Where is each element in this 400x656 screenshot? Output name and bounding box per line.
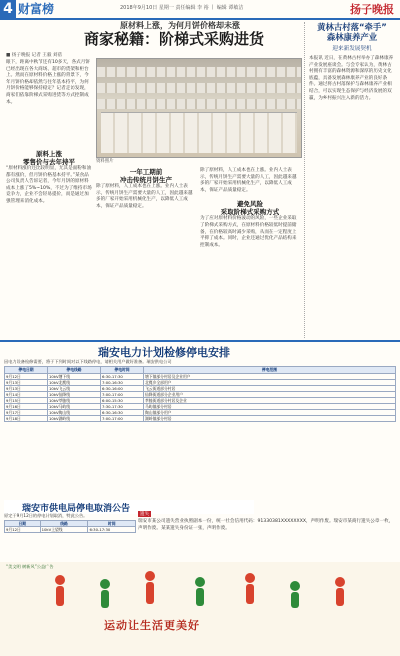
- cell: 6:30-17:30: [88, 527, 136, 533]
- outage-title: 瑞安电力计划检修停电安排: [98, 346, 230, 359]
- cell: 7:00-16:30: [101, 380, 144, 386]
- lost-notices: [138, 500, 396, 560]
- cell: 9月14日: [5, 392, 48, 398]
- masthead: [0, 0, 400, 20]
- sidebar-article: [304, 22, 399, 338]
- mooncake-photo: [96, 58, 302, 158]
- cell: 北麂乡全部用户: [144, 380, 396, 386]
- outage-header-line: 停电线路: [48, 367, 101, 374]
- cell: 7:30-17:30: [101, 404, 144, 410]
- outage-banner: [0, 340, 400, 360]
- cell: 6:30-16:00: [101, 386, 144, 392]
- cell: 10kV马屿线: [48, 404, 101, 410]
- cell: 仙降街道部分企业用户: [144, 392, 396, 398]
- cancel-table: [4, 520, 136, 533]
- cell: 9月17日: [5, 410, 48, 416]
- feature-kicker: 原材料上涨，为何月饼价格却未涨: [120, 21, 240, 30]
- subhead-1: 原料上涨 零售价与去年持平: [23, 150, 75, 166]
- feature-col3: 为了应对原材料价格波动的风险，一些企业采取了阶梯式采购方式，在原材料价格较低时提前储备，在价格较高时减少采购，从而在一定程度上平抑了成本。同时，企业还通过优化产品结构来控制成本。: [200, 216, 297, 248]
- feature-col1: “原材料涨价还比较明显，尤其是面粉和油都有涨价，但月饼价格基本持平。”某食品公司负责人告诉记者，今年月饼的原材料成本上涨了5%~10%，不过为了维持市场竞争力，企业不会轻易提价，而是通过加强管理来消化成本。: [6, 166, 92, 204]
- cell: 10kV飞云线: [48, 386, 101, 392]
- cell: 马屿镇部分村居: [144, 404, 396, 410]
- sidebar-title-2: 森林康养产业: [326, 32, 378, 42]
- masthead-meta: 2018年9月10日 星期一 责任编辑 李 裕 丨 编辑 谭敏洁: [120, 5, 244, 11]
- section-title: 财富榜: [18, 2, 55, 16]
- table-row: [5, 527, 136, 533]
- runners-illustration: [0, 562, 400, 622]
- outage-header-date: 停电日期: [5, 367, 48, 374]
- cell: 塘下镇部分村居及企业用户: [144, 374, 396, 380]
- sidebar-body: 本报讯 近日，在黄林古村举办了森林康养产业发展座谈会。与会专家认为，黄林古村拥有丰富的森林资源和深厚的历史文化底蕴，具备发展森林康养产业的良好条件。通过将古村落保护与森林康养产业相结合，可以实现生态保护与经济发展的双赢，为乡村振兴注入新的活力。: [309, 56, 394, 101]
- feature-col2-cont: 除了原材料，人工成本也在上涨。业内人士表示，传统月饼生产需要大量的人工，因此越来越多的厂家开始采用机械化生产，以降低人工成本，保证产品质量稳定。: [200, 168, 297, 193]
- outage-notice: 因电力设备检修需要，将于下列时间对以下线路停电，请相关用户做好准备。瑞安供电公司: [4, 359, 172, 364]
- photo-caption: 资料照片: [96, 159, 114, 164]
- cell: 9月13日: [5, 380, 48, 386]
- cancel-header-date: 日期: [5, 521, 41, 527]
- cancel-notice: 原定于9月12日的停电计划取消，特此公告。: [4, 513, 88, 518]
- cell: 6:30-16:30: [101, 410, 144, 416]
- lost-header: 遗失: [140, 512, 150, 517]
- table-row: [5, 416, 396, 422]
- cell: 10kV仙降线: [48, 392, 101, 398]
- sidebar-title-1: 黄林古村落“牵手”: [317, 22, 387, 32]
- cancel-header-time: 时间: [88, 521, 136, 527]
- cell: 10kV湖岭线: [48, 416, 101, 422]
- cell: 6:00-15:30: [101, 398, 144, 404]
- cell: 7:00-17:00: [101, 416, 144, 422]
- cell: 10kV陶山线: [48, 410, 101, 416]
- cell: 9月12日: [5, 374, 48, 380]
- outage-table: [4, 366, 396, 422]
- public-service-ad: [0, 562, 400, 656]
- outage-header-range: 停电范围: [144, 367, 396, 374]
- cell: 7:00-17:00: [101, 392, 144, 398]
- outage-header-time: 停电时间: [101, 367, 144, 374]
- page-number: 4: [0, 0, 16, 18]
- ad-slogan: 运动让生活更美好: [104, 619, 200, 632]
- cancel-header-line: 线路: [40, 521, 88, 527]
- subhead-2: 一年工期前 冲击传统月饼生产: [120, 168, 172, 184]
- cell: 10kV北麂线: [48, 380, 101, 386]
- cell: 10kV塘下线: [48, 374, 101, 380]
- cell: 9月15日: [5, 398, 48, 404]
- newspaper-logo: 扬子晚报: [350, 3, 394, 16]
- cell: 9月12日: [5, 527, 41, 533]
- cell: 6:30-17:30: [101, 374, 144, 380]
- cancel-title: 瑞安市供电局停电取消公告: [22, 504, 131, 514]
- feature-intro: 眼下，距离中秋节还有10多天，各式月饼已经出现在各大商场、超市的货架和柜台上。然而在原材料价格上涨的背景下，今年月饼价格却依然与往年基本持平，为何月饼价格能够保持稳定？记者走访发现，商家们依靠阶梯式采购进货等方式控制成本。: [6, 60, 90, 105]
- cell: 湖岭镇部分村居: [144, 416, 396, 422]
- cell: 10kV上望线: [40, 527, 88, 533]
- feature-headline: 商家秘籍：阶梯式采购进货: [83, 30, 264, 48]
- cell: 飞云街道部分村居: [144, 386, 396, 392]
- feature-col2: 除了原材料，人工成本也在上涨。业内人士表示，传统月饼生产需要大量的人工，因此越来越多的厂家开始采用机械化生产，以降低人工成本，保证产品质量稳定。: [96, 184, 193, 209]
- sidebar-subtitle: 迎来新发展契机: [332, 46, 372, 52]
- subhead-3: 避免风险 采取阶梯式采购方式: [220, 200, 280, 217]
- cell: 莘塍街道部分村居及企业: [144, 398, 396, 404]
- cell: 9月13日: [5, 386, 48, 392]
- ad-tag: “美文明 树新风”公益广告: [6, 564, 54, 569]
- cell: 9月16日: [5, 404, 48, 410]
- feature-byline: ■ 扬子晚报 记者 王毅 刘蓓: [6, 53, 63, 58]
- lost-body: 瑞安市某公司遗失营业执照副本一份，统一社会信用代码：91330381XXXXXXXX，声明作废。瑞安市某商行遗失公章一枚，声明作废。某某遗失身份证一张，声明作废。: [138, 519, 394, 531]
- cell: 9月18日: [5, 416, 48, 422]
- cell: 10kV莘塍线: [48, 398, 101, 404]
- cell: 陶山镇部分用户: [144, 410, 396, 416]
